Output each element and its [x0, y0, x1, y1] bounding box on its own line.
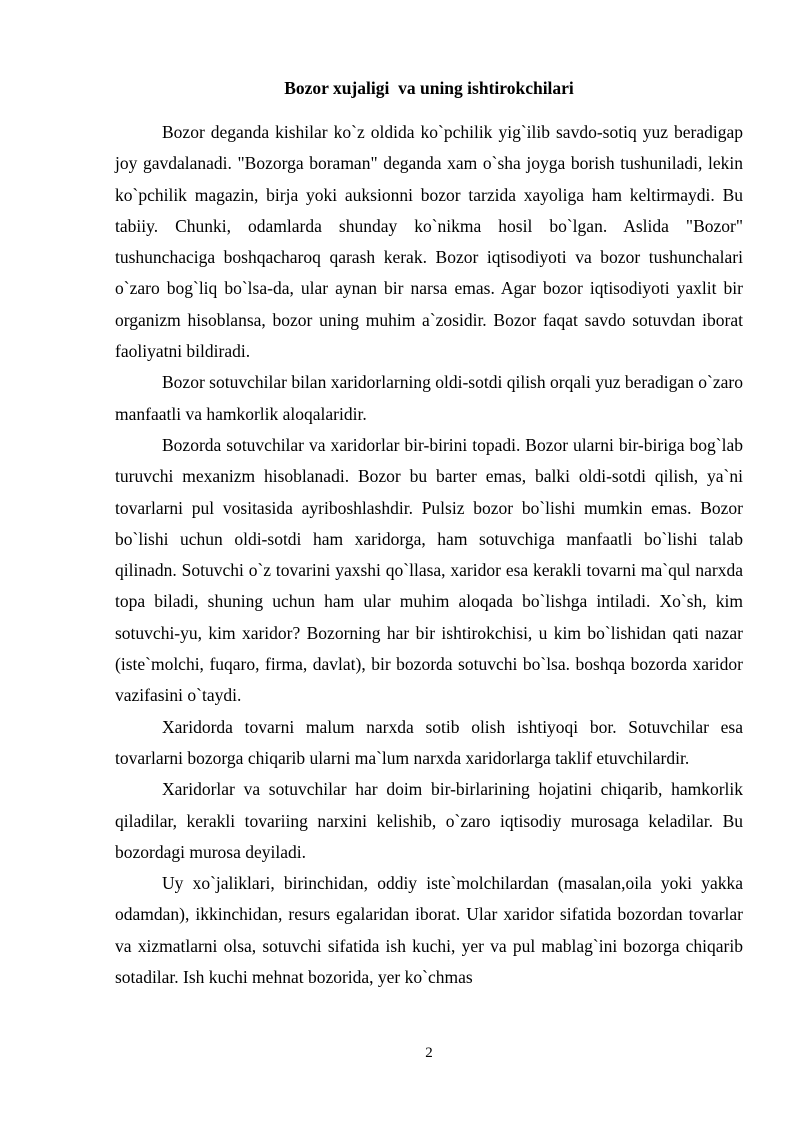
paragraph: Uy xo`jaliklari, birinchidan, oddiy iste`molchilardan (masalan,oila yoki yakka odamdan), ikkinchidan, resurs egalaridan iborat. Ular xaridor sifatida bozordan tovarlar va xizmatlarni olsa, sotuvchi sifatida ish kuchi, yer va pul mablag`ini bozorga chiqarib sotadilar. Ish kuchi mehnat bozorida, yer ko`chmas [115, 873, 743, 988]
page-number: 2 [425, 1045, 433, 1061]
document-title: Bozor xujaligi va uning ishtirokchilari [284, 78, 574, 98]
paragraph: Bozorda sotuvchilar va xaridorlar bir-birini topadi. Bozor ularni bir-biriga bog`lab turuvchi mexanizm hisoblanadi. Bozor bu barter emas, balki oldi-sotdi qilish, ya`ni tovarlarni pul vositasida ayriboshlashdir. Pulsiz bozor bo`lishi mumkin emas. Bozor bo`lishi uchun oldi-sotdi ham xaridorga, ham sotuvchiga manfaatli bo`lishi talab qilinadn. Sotuvchi o`z tovarini yaxshi qo`llasa, xaridor esa kerakli tovarni ma`qul narxda topa biladi, shuning uchun ham ular muhim aloqada bo`lishga intiladi. Xo`sh, kim sotuvchi-yu, kim xaridor? Bozorning har bir ishtirokchisi, u kim bo`lishidan qati nazar (iste`molchi, fuqaro, firma, davlat), bir bozorda sotuvchi bo`lsa. boshqa bozorda xaridor vazifasini o`taydi. [115, 434, 743, 706]
paragraph: Bozor sotuvchilar bilan xaridorlarning oldi-sotdi qilish orqali yuz beradigan o`zaro manfaatli va hamkorlik aloqalaridir. [115, 372, 743, 424]
paragraph: Xaridorda tovarni malum narxda sotib olish ishtiyoqi bor. Sotuvchilar esa tovarlarni bozorga chiqarib ularni ma`lum narxda xaridorlarga taklif etuvchilardir. [115, 716, 743, 768]
document-body [115, 117, 743, 993]
paragraph: Bozor deganda kishilar ko`z oldida ko`pchilik yig`ilib savdo-sotiq yuz beradigap joy gavdalanadi. "Bozorga boraman" deganda xam o`sha joyga borish tushuniladi, lekin ko`pchilik magazin, birja yoki auksionni bozor tarzida xayoliga ham keltirmaydi. Bu tabiiy. Chunki, odamlarda shunday ko`nikma hosil bo`lgan. Aslida "Bozor" tushunchaciga boshqacharoq qarash kerak. Bozor iqtisodiyoti va bozor tushunchalari o`zaro bog`liq bo`lsa-da, ular aynan bir narsa emas. Agar bozor iqtisodiyoti yaxlit bir organizm hisoblansa, bozor uning muhim a`zosidir. Bozor faqat savdo sotuvdan iborat faoliyatni bildiradi. [115, 122, 743, 362]
paragraph: Xaridorlar va sotuvchilar har doim bir-birlarining hojatini chiqarib, hamkorlik qiladilar, kerakli tovariing narxini kelishib, o`zaro iqtisodiy murosaga keladilar. Bu bozordagi murosa deyiladi. [115, 779, 743, 862]
